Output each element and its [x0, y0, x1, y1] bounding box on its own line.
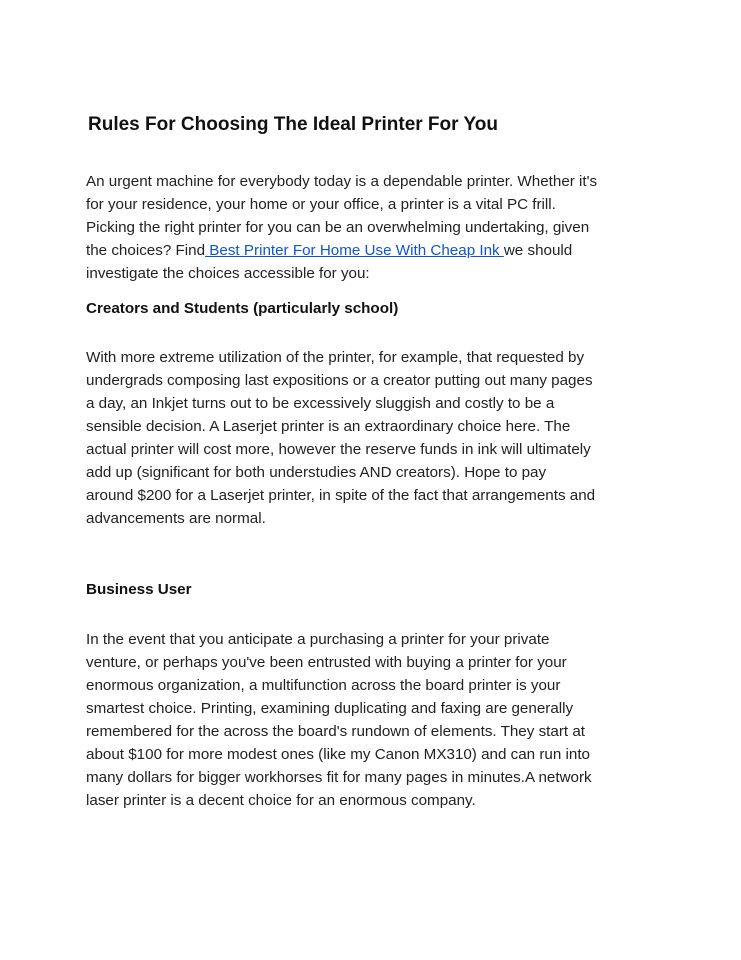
- paragraph-line: many dollars for bigger workhorses fit for many pages in minutes.A network: [86, 769, 592, 786]
- intro-line: Picking the right printer for you can be an overwhelming undertaking, given: [86, 219, 590, 236]
- intro-line: for your residence, your home or your office, a printer is a vital PC frill.: [86, 196, 556, 213]
- intro-paragraph: [86, 170, 666, 285]
- paragraph-line: venture, or perhaps you've been entrusted with buying a printer for your: [86, 654, 567, 671]
- paragraph-line: enormous organization, a multifunction across the board printer is your: [86, 677, 561, 694]
- intro-line: investigate the choices accessible for you:: [86, 265, 370, 282]
- document-title: Rules For Choosing The Ideal Printer For You: [88, 114, 498, 135]
- paragraph-line: add up (significant for both understudies AND creators). Hope to pay: [86, 464, 547, 481]
- intro-line: An urgent machine for everybody today is a dependable printer. Whether it's: [86, 173, 598, 190]
- paragraph-line: remembered for the across the board's rundown of elements. They start at: [86, 723, 585, 740]
- intro-line-with-link: [86, 239, 666, 262]
- paragraph-line: sensible decision. A Laserjet printer is an extraordinary choice here. The: [86, 418, 571, 435]
- section-heading-business-user: Business User: [86, 581, 192, 598]
- intro-text: we should: [503, 242, 573, 259]
- section-heading-creators-students: Creators and Students (particularly school): [86, 300, 399, 317]
- business-user-paragraph: [86, 628, 666, 812]
- paragraph-line: With more extreme utilization of the printer, for example, that requested by: [86, 349, 585, 366]
- creators-students-paragraph: [86, 346, 666, 530]
- paragraph-line: smartest choice. Printing, examining duplicating and faxing are generally: [86, 700, 574, 717]
- paragraph-line: about $100 for more modest ones (like my Canon MX310) and can run into: [86, 746, 590, 763]
- paragraph-line: actual printer will cost more, however the reserve funds in ink will ultimately: [86, 441, 591, 458]
- best-printer-link[interactable]: Best Printer For Home Use With Cheap Ink: [205, 242, 504, 259]
- intro-text: the choices? Find: [86, 242, 206, 259]
- paragraph-line: In the event that you anticipate a purchasing a printer for your private: [86, 631, 550, 648]
- paragraph-line: advancements are normal.: [86, 510, 266, 527]
- paragraph-line: a day, an Inkjet turns out to be excessively sluggish and costly to be a: [86, 395, 555, 412]
- paragraph-line: laser printer is a decent choice for an enormous company.: [86, 792, 476, 809]
- paragraph-line: undergrads composing last expositions or a creator putting out many pages: [86, 372, 593, 389]
- paragraph-line: around $200 for a Laserjet printer, in spite of the fact that arrangements and: [86, 487, 596, 504]
